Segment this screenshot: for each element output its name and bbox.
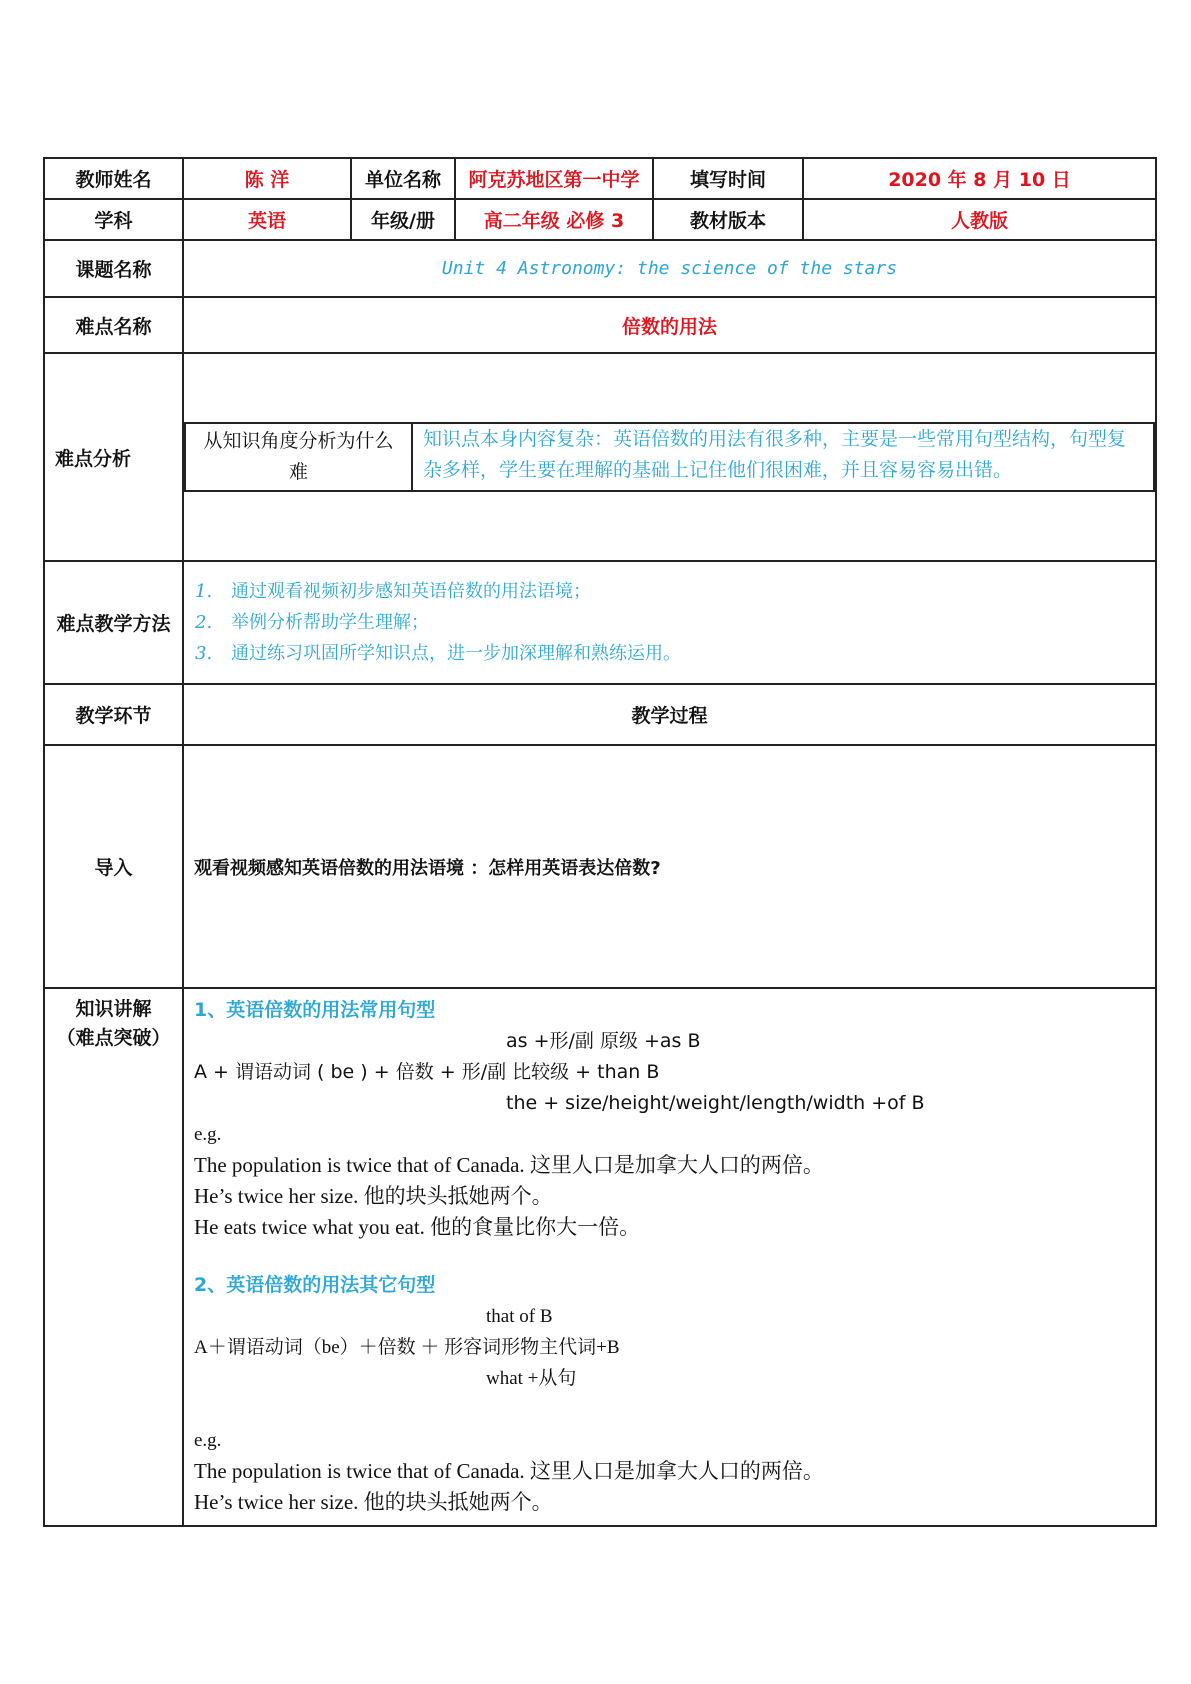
eg-label: e.g. bbox=[194, 1430, 222, 1451]
topic-row bbox=[44, 240, 1156, 297]
method-list bbox=[183, 561, 1156, 684]
teacher-label: 教师姓名 bbox=[44, 158, 183, 199]
example-sentence: He eats twice what you eat. 他的食量比你大一倍。 bbox=[194, 1215, 641, 1239]
analysis-label: 难点分析 bbox=[44, 353, 183, 561]
method-item-text: 举例分析帮助学生理解； bbox=[231, 612, 429, 633]
intro-row bbox=[44, 745, 1156, 988]
eg-label: e.g. bbox=[194, 1124, 222, 1145]
date-value: 2020 年 8 月 10 日 bbox=[803, 158, 1156, 199]
process-header-row bbox=[44, 684, 1156, 745]
header-row-2 bbox=[44, 199, 1156, 240]
analysis-row bbox=[44, 353, 1156, 561]
method-item bbox=[184, 576, 1155, 607]
method-item-text: 通过观看视频初步感知英语倍数的用法语境； bbox=[231, 581, 591, 602]
intro-label: 导入 bbox=[44, 745, 183, 988]
knowledge-content bbox=[183, 988, 1156, 1526]
date-label: 填写时间 bbox=[653, 158, 803, 199]
textbook-label: 教材版本 bbox=[653, 199, 803, 240]
example-sentence: The population is twice that of Canada. 这里人口是加拿大人口的两倍。 bbox=[194, 1459, 824, 1483]
knowledge-label-line1: 知识讲解 bbox=[75, 998, 152, 1020]
pattern-line: that of B bbox=[486, 1306, 553, 1327]
grade-value: 高二年级 必修 3 bbox=[455, 199, 653, 240]
topic-value: Unit 4 Astronomy: the science of the stars bbox=[183, 240, 1156, 297]
example-sentence: He’s twice her size. 他的块头抵她两个。 bbox=[194, 1490, 553, 1514]
subject-value: 英语 bbox=[183, 199, 351, 240]
method-item-number: 3. bbox=[195, 643, 213, 664]
method-row bbox=[44, 561, 1156, 684]
process-stage-label: 教学环节 bbox=[44, 684, 183, 745]
example-sentence: He’s twice her size. 他的块头抵她两个。 bbox=[194, 1184, 553, 1208]
unit-value: 阿克苏地区第一中学 bbox=[455, 158, 653, 199]
example-sentence: The population is twice that of Canada. 这里人口是加拿大人口的两倍。 bbox=[194, 1153, 824, 1177]
method-item-text: 通过练习巩固所学知识点，进一步加深理解和熟练运用。 bbox=[231, 643, 681, 664]
lesson-plan-page bbox=[43, 157, 1155, 1527]
method-item bbox=[184, 607, 1155, 638]
teacher-value: 陈 洋 bbox=[183, 158, 351, 199]
pattern-line: A + 谓语动词 ( be ) + 倍数 + 形/副 比较级 + than B bbox=[194, 1061, 660, 1083]
pattern-line: A＋谓语动词（be）＋倍数 ＋ 形容词形物主代词+B bbox=[194, 1337, 620, 1358]
method-item bbox=[184, 638, 1155, 669]
difficulty-row bbox=[44, 297, 1156, 353]
knowledge-label bbox=[44, 988, 183, 1526]
lesson-plan-table bbox=[43, 157, 1157, 1527]
grade-label: 年级/册 bbox=[351, 199, 455, 240]
difficulty-value: 倍数的用法 bbox=[183, 297, 1156, 353]
pattern-line: what +从句 bbox=[486, 1368, 577, 1389]
textbook-value: 人教版 bbox=[803, 199, 1156, 240]
analysis-sub-label: 从知识角度分析为什么难 bbox=[185, 423, 412, 491]
section1-heading: 1、英语倍数的用法常用句型 bbox=[194, 999, 436, 1021]
knowledge-row bbox=[44, 988, 1156, 1526]
method-item-number: 2. bbox=[195, 612, 213, 633]
knowledge-label-line2: （难点突破） bbox=[56, 1027, 171, 1049]
intro-text: 观看视频感知英语倍数的用法语境 ：怎样用英语表达倍数? bbox=[183, 745, 1156, 988]
pattern-line: the + size/height/weight/length/width +of B bbox=[506, 1092, 925, 1114]
header-row-1 bbox=[44, 158, 1156, 199]
analysis-text: 知识点本身内容复杂：英语倍数的用法有很多种，主要是一些常用句型结构，句型复杂多样，学生要在理解的基础上记住他们很困难，并且容易容易出错。 bbox=[412, 423, 1154, 491]
section2-heading: 2、英语倍数的用法其它句型 bbox=[194, 1274, 436, 1296]
topic-label: 课题名称 bbox=[44, 240, 183, 297]
subject-label: 学科 bbox=[44, 199, 183, 240]
method-item-number: 1. bbox=[195, 581, 213, 602]
process-header-value: 教学过程 bbox=[183, 684, 1156, 745]
method-label: 难点教学方法 bbox=[44, 561, 183, 684]
difficulty-label: 难点名称 bbox=[44, 297, 183, 353]
pattern-line: as +形/副 原级 +as B bbox=[506, 1030, 701, 1052]
unit-label: 单位名称 bbox=[351, 158, 455, 199]
